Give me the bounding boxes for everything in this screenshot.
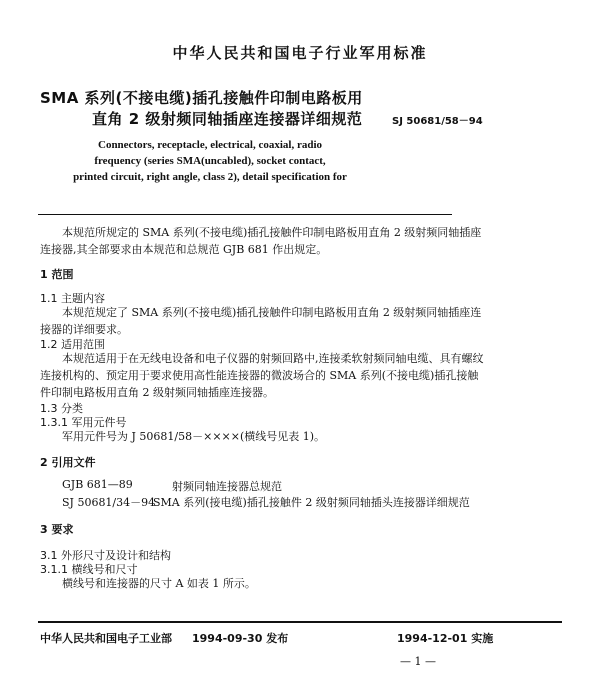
page-number: — 1 — (400, 655, 436, 668)
document-title-line-2: 直角 2 级射频同轴插座连接器详细规范 (92, 110, 363, 128)
reference-title: SMA 系列(接电缆)插孔接触件 2 级射频同轴插头连接器详细规范 (153, 496, 470, 509)
footer-divider (38, 621, 562, 623)
section-1-2-line-2: 连接机构的、预定用于要求使用高性能连接器的微波场合的 SMA 系列(不接电缆)插孔接触 (40, 369, 479, 382)
section-2-heading: 2 引用文件 (40, 456, 96, 469)
org-header: 中华人民共和国电子行业军用标准 (172, 44, 428, 62)
issuer: 中华人民共和国电子工业部 (40, 632, 172, 645)
section-1-1-heading: 1.1 主题内容 (40, 292, 105, 305)
english-title-line-3: printed circuit, right angle, class 2), detail specification for (73, 171, 347, 183)
section-3-1-1-heading: 3.1.1 横线号和尺寸 (40, 563, 138, 576)
title-divider (38, 214, 452, 215)
section-1-2-line-1: 本规范适用于在无线电设备和电子仪器的射频回路中,连接柔软射频同轴电缆、具有螺纹 (62, 352, 484, 365)
section-1-2-line-3: 件印制电路板用直角 2 级射频同轴插座连接器。 (40, 386, 274, 399)
section-1-1-line-2: 接器的详细要求。 (40, 323, 128, 336)
section-3-1-1-line: 横线号和连接器的尺寸 A 如表 1 所示。 (62, 577, 256, 590)
section-1-2-heading: 1.2 适用范围 (40, 338, 105, 351)
document-title-line-1: SMA 系列(不接电缆)插孔接触件印制电路板用 (40, 89, 363, 107)
section-1-3-1-line: 军用元件号为 J 50681/58－××××(横线号见表 1)。 (62, 430, 326, 443)
section-1-3-1-heading: 1.3.1 军用元件号 (40, 416, 127, 429)
intro-line-2: 连接器,其全部要求由本规范和总规范 GJB 681 作出规定。 (40, 243, 328, 256)
reference-code: GJB 681—89 (62, 478, 133, 491)
effective-date: 1994-12-01 实施 (397, 632, 494, 645)
issue-date: 1994-09-30 发布 (192, 632, 289, 645)
reference-code: SJ 50681/34－94 (62, 496, 156, 509)
section-1-heading: 1 范围 (40, 268, 74, 281)
english-title-line-1: Connectors, receptacle, electrical, coaxial, radio (98, 139, 322, 151)
english-title-line-2: frequency (series SMA(uncabled), socket contact, (94, 155, 326, 167)
intro-line-1: 本规范所规定的 SMA 系列(不接电缆)插孔接触件印制电路板用直角 2 级射频同轴插座 (62, 226, 482, 239)
standard-number: SJ 50681/58－94 (392, 116, 483, 127)
section-1-1-line-1: 本规范规定了 SMA 系列(不接电缆)插孔接触件印制电路板用直角 2 级射频同轴插座连 (62, 306, 482, 319)
section-3-heading: 3 要求 (40, 523, 74, 536)
reference-title: 射频同轴连接器总规范 (172, 480, 282, 493)
section-3-1-heading: 3.1 外形尺寸及设计和结构 (40, 549, 171, 562)
section-1-3-heading: 1.3 分类 (40, 402, 83, 415)
